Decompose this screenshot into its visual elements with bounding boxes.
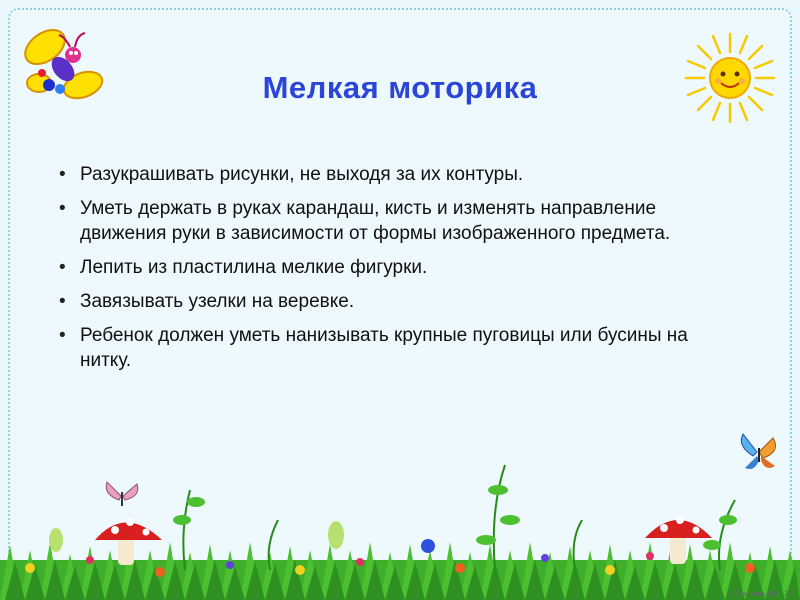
list-item: • Лепить из пластилина мелкие фигурки. [55,255,735,280]
list-item: • Разукрашивать рисунки, не выходя за их контуры. [55,162,735,187]
list-item: • Уметь держать в руках карандаш, кисть и изменять направление движения руки в зависимости от формы изображенного предмета. [55,196,735,246]
page-title: Мелкая моторика [262,70,538,105]
grass-icon [0,450,800,600]
copyright-text: © Пошкова В.В., 20 [728,591,792,598]
list-item: • Ребенок должен уметь нанизывать крупные пуговицы или бусины на нитку. [55,323,735,373]
bullet-list [55,162,735,382]
list-item: • Завязывать узелки на веревке. [55,289,735,314]
